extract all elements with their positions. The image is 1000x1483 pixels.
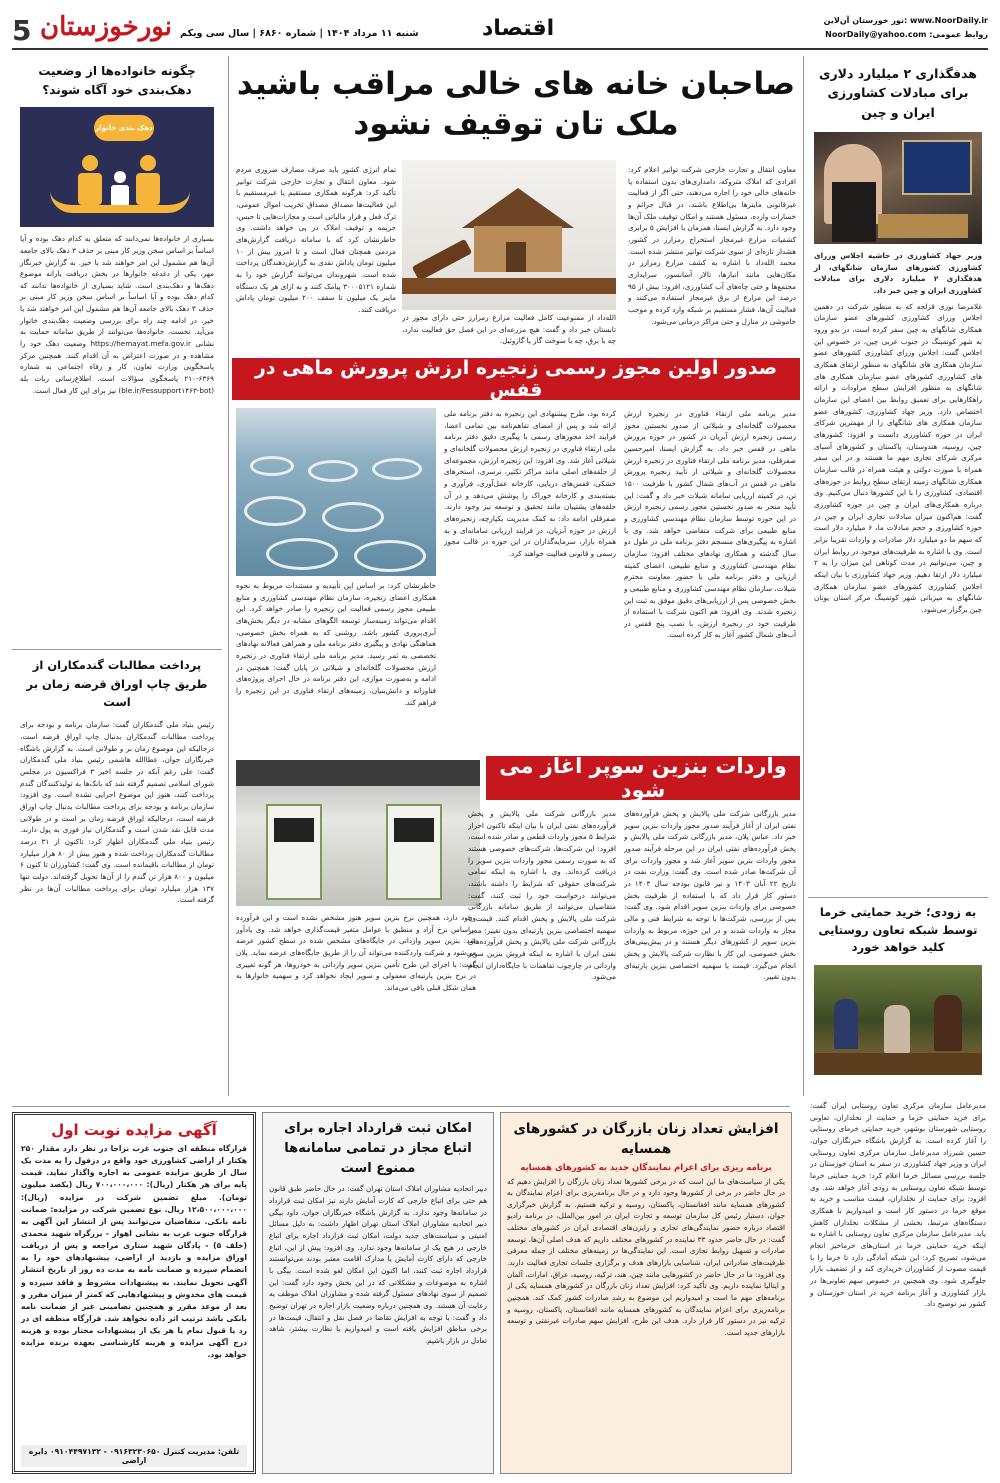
left-col-rule	[228, 56, 229, 1096]
right-column	[808, 56, 988, 1101]
gavel-house-photo	[402, 160, 616, 310]
header-rule	[12, 48, 988, 50]
lease-title: امکان ثبت قرارداد اجاره برای اتباع مجاز در تمامی سامانه‌ها ممنوع است	[284, 1121, 472, 1177]
fish-col-b: کرده بود، طرح پیشنهادی این زنجیره به دفتر برنامه ملی ارائه شد و پس از امضای تفاهم‌نامه بین تمامی اعضا، فرایند اخذ مجوزهای رسمی با پیگیری دقیق دفتر برنامه ملی ارتقاء فناوری در زنجیره ارزش محصولات گلخانه‌ای و شیلاتی آغاز شد. وی افزود: این زنجیره ارزش، مجموعه‌ای از حلقه‌های اصلی مانند مراکز تکثیر، نرسری، استخرهای خشکی، قفس‌های دریایی، کارخانه عمل‌آوری، فرآوری و بسته‌بندی و کارخانه خوراک را پوشش می‌دهد و در آن حلقه‌های پشتیبان مانند تحقیق و توسعه نیز وجود دارند. صفرقلی ادامه داد: به کمک مدیریت یکپارچه، زنجیره‌های ارزش در حوزه آبزیان، در فرایند ارزیابی سامانه‌ای و به همراه بازار، سرمایه‌گذاران در این حوزه در قالب مجوز رسمی و قانونی فعالیت خواهند کرد.	[444, 409, 616, 558]
women-traders-title: افزایش تعداد زنان بازرگان در کشورهای همسایه	[513, 1121, 779, 1158]
women-traders-box	[500, 1112, 792, 1474]
auction-ad-title: آگهی مزایده نوبت اول	[51, 1121, 217, 1139]
left-col-title: چگونه خانواده‌ها از وضعیت دهک‌بندی خود آگاه شوند؟	[38, 64, 196, 97]
auction-ad-body: قرارگاه منطقه ای جنوب غرب نزاجا در نظر دارد مقدار ۲۵۰ هکتار از اراضی کشاورزی خود واقع در دزفول را به مدت یک سال از طریق مزایده عمومی به اجاره واگذار نماید. قیمت پایه برای هر هکتار (ریال): ۷۰۰،۰۰۰،۰۰۰ ریال (یکصد میلیون تومان). مبلغ تضمین شرکت در مزایده (ریال): ۱۲،۵۰۰،۰۰۰،۰۰۰ ریال. نوع تضمین شرکت در مزایده: ضمانت نامه بانکی. متقاضیان می‌توانند پس از انتشار این آگهی به قرارگاه جنوب غرب به نشانی اهواز - بزرگراه شهید محمدی (خلف ۵) - پادگان شهید ستاری مراجعه و پس از دریافت اوراق مزایده و بازدید از اراضی، پیشنهادهای خود را به انضمام سپرده و ضمانت نامه به مدت ده روز از تاریخ انتشار آگهی تحویل نمایند. به پیشنهادات مشروط و فاقد سپرده و قیمت های مخدوش و پیشنهادهایی که کمتر از میزان مقرر و بعد از موعد مقرر و همچنین تضامینی غیر از ضمانت نامه بانکی باشد ترتیب اثر داده نخواهد شد. قرارگاه منطقه ای در رد یا قبول تمام یا هر یک از پیشنهادات مختار بوده و هزینه درج آگهی مزایده و هزینه کارشناسی بعهده برنده مزایده خواهد بود.	[21, 1144, 247, 1360]
main-col-a: معاون انتقال و تجارت خارجی شرکت توانیر اعلام کرد: افرادی که املاک متروکه، دامداری‌های بدون استفاده یا خانه‌های خالی خود را اجاره می‌دهند، حتی اگر از فعالیت غیرقانونی ماینرها بی‌اطلاع باشند، در قبال جرائم و خسارات وارده، مسئول هستند و امکان توقیف ملک آن‌ها وجود دارد. به گزارش ایسنا، همزمان با افزایش ۵ برابری کشفیات مزارع غیرمجاز استخراج رمزارز در کشور، هشدار تازه‌ای از سوی شرکت توانیر منتشر شده است. محمد الله‌داد با اشاره به کشف مزارع رمزارز در مکان‌هایی مانند انبارها، تالار آسانسور، سرایداری مجتمع‌ها و حتی چاه‌های آب کشاورزی، افزود: بیش از ۹۵ درصد این مزارع از برق غیرمجاز استفاده می‌کنند و فعالیت آن‌ها، فشار مستقیم بر شبکه وارد کرده و موجب خاموشی در منازل و حتی مراکز درمانی می‌شود.	[628, 165, 796, 326]
right-col-lead: وزیر جهاد کشاورزی در حاشیه اجلاس وزرای کشاورزی کشورهای سازمان شانگهای، از هدفگذاری ۲ میلیارد دلاری برای مبادلات کشاورزی ایران و چین خبر داد.	[814, 251, 982, 296]
site-line-1: www.NoorDaily.ir :نور خوزستان آن‌لاین	[823, 16, 988, 25]
fish-banner: صدور اولین مجوز رسمی زنجیره ارزش پرورش ماهی در قفس	[232, 358, 800, 400]
lease-body: دبیر اتحادیه مشاوران املاک استان تهران گفت: در حال حاضر طبق قانون هم حتی برای اتباع خارجی که کارت آمایش دارند نیز امکان ثبت قرارداد در سامانه‌ها وجود ندارد. به گزارش باشگاه خبرنگاران جوان، داود بیگی دبیر اتحادیه مشاوران املاک استان تهران اظهار داشت: به دلیل مسائل امنیتی و سیاست‌های جدید دولت، امکان ثبت قرارداد اجاره برای اتباع خارجی در هیچ یک از سامانه‌ها وجود ندارد. وی افزود: پیش از این، اتباع خارجی که دارای کارت آمایش یا مدارک اقامت معتبر بودند می‌توانستند قرارداد اجاره ثبت کنند، اما اکنون این امکان لغو شده است. بیگی با اشاره به موضوعات و مشکلاتی که در این بخش وجود دارد گفت: این تصمیم از سوی نهادهای مسئول گرفته شده و مشاوران املاک موظف به رعایت آن هستند. وی همچنین درباره وضعیت بازار اجاره در تهران توضیح داد و گفت: با توجه به افزایش تقاضا در فصل نقل و انتقال، قیمت‌ها در برخی مناطق افزایش یافته است و امیدواریم با نظارت بیشتر، شاهد تعادل در بازار باشیم.	[269, 1184, 487, 1345]
date-harvest-photo	[814, 965, 982, 1075]
decile-label: دهک بندی خانوار	[94, 115, 154, 141]
family-illustration	[20, 107, 214, 227]
fuel-col-a: مدیر بازرگانی شرکت ملی پالایش و پخش فرآورده‌های نفتی ایران از آغاز فرآیند صدور مجوز واردات بنزین سوپر خبر داد. عباس پلان، مدیر بازرگانی شرکت ملی پالایش و پخش فرآورده‌های نفتی ایران در این مرحله فرآیند صدور مجوز واردات بنزین سوپر آغاز شد و مجوز واردات برای آن شرکت‌ها صادر شده است. وی گفت: وزارت نفت در تاریخ ۲۲ آبان ۱۴۰۳ و نیز قانون بودجه سال ۱۴۰۴ در دستور کار قرار داد که با استفاده از ظرفیت بخش خصوصی برای واردات بنزین سوپر اقدام شود. وی گفت: پس از بررسی، شرکت‌ها با توجه به شرایط فنی و مالی مجاز به واردات شدند و در این حوزه، مربوط به واردات بنزین سوپر از کشورهای دیگر هستند و در پیش‌بینی‌های بخش خصوصی، این کار با نظارت شرکت پالایش و پخش انجام می‌گیرد. قیمت یا سهمیه اختصاصی بنزین پارتیه‌ای بدون تغییر.	[624, 809, 796, 982]
fish-col-a: مدیر برنامه ملی ارتقاء فناوری در زنجیره ارزش محصولات گلخانه‌ای و شیلاتی از صدور نخستین مجوز رسمی زنجیره ارزش آبزیان در کشور در حوزه پرورش ماهی در قفس خبر داد. به گزارش ایسنا، امیرحسین صفرقلی، مدیر برنامه ملی ارتقاء فناوری در زنجیره ارزش محصولات گلخانه‌ای و شیلاتی از تأیید زنجیره پرورش ماهی در قفس در آب‌های شمال کشور با ظرفیت ۱۵۰۰ تن، در کمیته ارزیابی سامانه شیلات خبر داد و گفت: این تأیید منجر به صدور نخستین مجوز رسمی زنجیره ارزش در این حوزه توسط سازمان نظام مهندسی کشاورزی و منابع طبیعی برای شرکت متقاضی خواهد شد. وی با اشاره به پیگیری‌های منسجم دفتر برنامه ملی در طول دو سال گذشته و همکاری نهادهای مختلف افزود: سازمان نظام مهندسی کشاورزی و منابع طبیعی، اعضای کمیته ارزیابی و دفتر برنامه ملی با حضور معاونت محترم شیلات، سازمان نظام مهندسی کشاورزی و منابع طبیعی و بخش خصوصی پس از ارزیابی‌های دقیق موفق به ثبت این زنجیره شدند. وی افزود: هم اکنون شرکت با استفاده از ظرفیت خود در زنجیره ارزش، با نصب پنج قفس در آب‌های شمال کشور آغاز به کار کرده است.	[624, 409, 796, 640]
right-col-rule	[803, 56, 804, 1096]
fish-story	[232, 404, 800, 754]
left-col-body: بسیاری از خانواده‌ها نمی‌دانند که متعلق به کدام دهک بوده و آیا اساساً بر اساس سخن وزیر کار مبنی بر حذف ۳ دهک بالای جامعه آن‌ها هم مشمول این امر خواهند شد یا خیر. به گزارش خبرنگار مهر، یکی از دغدغه خانوارها در بخش دریافت یارانه موضوع دهک‌ها و دهک‌بندی است. شاید بسیاری از خانواده‌ها ندانند که کدام دهک بوده و آیا اساساً بر اساس سخن وزیر کار مبنی بر حذف ۳ دهک بالای جامعه آن‌ها هم مشمول این امر خواهند شد یا خیر. در ادامه چند راه برای بررسی وضعیت دهک‌بندی خانوار می‌آید. نخست، خانواده‌ها می‌توانند از طریق سامانه حمایت به نشانی https://hemayat.mefa.gov.ir وضعیت دهک خود را مشاهده و در صورت اعتراض به آن اقدام کنند. همچنین مرکز پاسخگویی وزارت تعاون، کار و رفاه اجتماعی به شماره ۶۳۶۹-۲۱۰ پاسخگوی سؤالات است. اطلاع‌رسانی ربات بله (ble.ir/Fessupport۱۴۶۳-bot) نیز برای این کار فعال است.	[20, 234, 215, 395]
header	[12, 10, 988, 50]
section-title: اقتصاد	[482, 16, 555, 41]
site-line-2: روابط عمومی: NoorDaily@yahoo.com	[825, 30, 988, 39]
auction-ad-contact: تلفن: مدیریت کنترل ۰۹۱۶۳۲۳۰۶۵۰ - ۰۹۱۰۴۴۹۷۱۳۲ دایره اراضی	[21, 1445, 247, 1467]
right-col-title: هدفگذاری ۲ میلیارد دلاری برای مبادلات کشاورزی ایران و چین	[819, 66, 977, 120]
fuel-story	[232, 804, 800, 1104]
women-traders-subtitle: برنامه ریزی برای اعزام نمایندگان جدید به کشورهای همسایه	[520, 1162, 772, 1173]
main-story	[232, 56, 800, 356]
date-line: شنبه ۱۱ مرداد ۱۴۰۴ | شماره ۶۸۶۰ | سال سی ویکم	[180, 28, 419, 39]
right-col-sub-title: به زودی؛ خرید حمایتی خرما توسط شبکه تعاون روستایی کلید خواهد خورد	[808, 897, 988, 963]
main-headline-1: صاحبان خانه های خالی مراقب باشید	[236, 66, 796, 102]
fish-cages-photo	[236, 408, 436, 576]
lease-box	[262, 1112, 494, 1474]
left-col-sub-title: پرداخت مطالبات گندمکاران از طریق چاپ اوراق قرضه زمان بر است	[12, 649, 222, 717]
page-number: 5	[12, 14, 32, 47]
left-col-sub-body: رئیس بنیاد ملی گندمکاران گفت: سازمان برنامه و بودجه برای پرداخت مطالبات گندمکاران بدنبال چاپ اوراق قرضه است، درحالیکه این موضوع زمان بر و طولانی است. به گزارش باشگاه خبرنگاران جوان، عطاالله هاشمی رئیس بنیاد ملی گندمکاران گفت: علی رغم آنکه در جلسه اخیر ۳ فراکسیون در مجلس شورای اسلامی تصمیم گرفته شد که بانک‌ها به تولیدکنندگان گندم پرداخت کنند، هنوز این موضوع اجرایی نشده است. وی افزود: سازمان برنامه و بودجه برای پرداخت مطالبات بدنبال چاپ اوراق قرضه است، درحالیکه اوراق قرضه زمان بر است و در طولانی مدت قابل نقد شدن است و گندمکاران نیاز فوری به پول دارند. رئیس بنیاد ملی گندمکاران اظهار کرد: تاکنون از ۳۱ درصد مطالبات گندمکاران پرداخت شده و هنوز بیش از ۸۰ هزار میلیارد تومان از مطالبات باقیمانده است. وی گفت: کشاورزان تا کنون ۶ میلیون و ۸۰۰ هزار تن گندم را از آن‌ها تحویل گرفته‌اند. دولت تنها ۱۳۷ هزار میلیارد تومان برای پرداخت مطالبات آن‌ها در نظر گرفته است.	[20, 720, 215, 905]
fish-col-c: خاطرنشان کرد: بر اساس این تأییدیه و مستندات مربوط به نحوه همکاری اعضای زنجیره، سازمان نظام مهندسی کشاورزی و منابع طبیعی مجوز رسمی فعالیت این زنجیره را صادر خواهد کرد. این اقدام می‌تواند زمینه‌ساز توسعه الگوهای مشابه در دیگر بخش‌های آبزی‌پروری کشور باشد. روشنی که به همراه بخش خصوصی، هماهنگی نهادی و پیگیری دفتر برنامه ملی و همراهی فعالانه نهادهای تخصصی به ثمر رسید. مدیر برنامه ملی ارتقاء فناوری در زنجیره ارزش محصولات گلخانه‌ای و شیلاتی در پایان گفت: همچنین در ادامه و به‌صورت موازی، این دفتر برنامه در حال اجرای پروژه‌های فناورانه و دانش‌بنیان، زمینه‌های ارتقاء فناوری در این زنجیره را فراهم کند.	[236, 581, 436, 707]
women-traders-body: یکی از سیاست‌های ما این است که در برخی کشورها تعداد زنان بازرگان را افزایش دهیم که در حال حاضر در برخی از کشورها وجود دارد و در حال برنامه‌ریزی برای اعزام نمایندگان به کشورهای همسایه مانند افغانستان، پاکستان، روسیه و ترکیه هستیم. به گزارش خبرگزاری جوان، دستیار رئیس کل سازمان توسعه و تجارت ایران در امور بین‌الملل، در برنامه رادیو اقتصاد درباره حضور نمایندگی‌های تجاری و رایزن‌های اقتصادی ایران در کشورهای مختلف گفت: در حال حاضر حدود ۳۳ نماینده در کشورهای مختلف داریم که هدف اصلی آن‌ها، توسعه صادرات و تسهیل روابط تجاری است. این نمایندگی‌ها در زمینه‌های مختلف از جمله معرفی ظرفیت‌های صادراتی ایران، شناسایی بازارهای هدف و برگزاری جلسات تجاری فعالیت دارند. وی افزود: ما در حال حاضر در کشورهایی مانند چین، هند، ترکیه، روسیه، عراق، امارات، آلمان و ایتالیا نماینده داریم. وی تأکید کرد: افزایش تعداد زنان بازرگان در کشورهای همسایه یکی از برنامه‌های مهم ما است و امیدواریم این موضوع به رشد صادرات کشور کمک کند. همچنین برنامه‌ریزی برای اعزام نمایندگان به کشورهای همسایه مانند افغانستان، پاکستان، روسیه و ترکیه نیز در دستور کار قرار دارد. هدف این طرح، افزایش سهم صادرات غیرنفتی و توسعه بازارهای جدید است.	[507, 1176, 785, 1338]
right-col-body: غلامرضا نوری قزلجه که به منظور شرکت در دهمین اجلاس وزرای کشاورزی کشورهای عضو سازمان همکاری شانگهای به چین سفر کرده است، در بدو ورود به شهر کونمینگ در جنوب غربی چین، در خصوص این اجلاس گفت: اجلاس وزرای کشاورزی کشورهای عضو سازمان همکاری های شانگهای به منظور ارتقای همکاری های کشاورزی کشورهای عضو سازمان همکاری های شانگهای به منظور افزایش سطح مراودات و ارائه راهکارهایی برای تعمیق روابط بین اعضای این سازمان اختصاص دارد. وزیر جهاد کشاورزی، کشورهای عضو سازمان همکاری های شانگهای را از مهمترین شرکای ایران در حوزه کشاورزی دانست و افزود: کشورهای چین، روسیه، هندوستان، پاکستان و کشورهای آسیای مرکزی شرکای تجاری مهم ما هستند و در این سفر همراه با صورت دولتی و هیئت همراه در قالب سازمان همکاری شانگهای زمینه ارتقای سطح روابط در حوزه‌های اقتصادی، کشاورزی را با این کشورها دنبال می‌کنیم. وی درباره همکاری‌های ایران و چین در حوزه کشاورزی گفت: هم‌اکنون میزان مبادلات تجاری ایران و چین در حوزه کشاورزی و حجم مبادلات ما، ۶ میلیارد دلار است که سهم ما دو میلیارد دلار صادرات و واردات تقریبا برابر است. وی با اشاره به ظرفیت‌های موجود در روابط ایران و چین، می‌توانیم در مدت کوتاهی این میزان را به ۲ میلیارد دلار ارتقا دهیم. وزیر جهاد کشاورزی با بیان اینکه اجلاس کشاورزی کشورهای عضو سازمان همکاری شانگهای به میزبانی شهر کونمینگ مرکز استان یونان چین برگزار می‌شود.	[814, 301, 982, 614]
main-col-c: تمام انرژی کشور باید صرف مصارف ضروری مردم شود. معاون انتقال و تجارت خارجی شرکت توانیر تأکید کرد: هرگونه همکاری مستقیم یا غیرمستقیم با این فعالیت‌ها مصداق مصداق تخریب اموال عمومی، ترک فعل و قرار مالیاتی است و مجازات‌هایی تا حبس، جریمه و توقیف املاک در پی خواهد داشت. وی خاطرنشان کرد که با سامانه دریافت گزارش‌های مردمی همچنان فعال است و تا امروز بیش از ۱۰ میلیون تومان پاداش نقدی به گزارش‌دهندگان پرداخت شده است. شهروندان می‌توانند گزارش خود را به شماره ۳۰۰۰۵۱۲۱ پیامک کنند و به ازای هر یک دستگاه ماینر یک میلیون تا سقف ۲۰۰ میلیون تومان پاداش دریافت کنند.	[236, 165, 396, 314]
fuel-col-b: مدیر بازرگانی شرکت ملی پالایش و پخش فرآورده‌های نفتی ایران با بیان اینکه تاکنون احراز شرایط ۵ مجوز واردات قطعی و صادر شده است، افزود: این شرکت‌ها، شرکت‌های خصوصی هستند که به صورت رسمی مجوز واردات بنزین سوپر را دریافت کرده‌اند. وی با اشاره به اینکه تمامی شرکت‌های حقوقی که شرایط را داشته باشند، می‌توانند درخواست خود را ثبت کنند، گفت: متقاضیان می‌توانند از طریق سامانه بازرگانی شرکت ملی پالایش و پخش اقدام کنند. قیمت یا سهمیه اختصاصی بنزین پارتیه‌ای بدون تغییر: مدیر بازرگانی شرکت ملی پالایش و پخش فرآورده‌های نفتی ایران با اشاره به اینکه فروش بنزین سوپر وارداتی در چارچوب تفاهمات با جایگاه‌داران انجام می‌شود.	[468, 809, 616, 982]
main-col-b: الله‌داد از ممنوعیت کامل فعالیت مزارع رمزارز حتی دارای مجوز در تابستان خبر داد و گفت: هیچ مزرعه‌ای در این فصل حق فعالیت ندارد، چه با برق، چه با سوخت گاز یا گازوئیل.	[402, 313, 616, 346]
meeting-photo	[814, 132, 982, 244]
right-col-sub-body: مدیرعامل سازمان مرکزی تعاون روستایی ایران گفت: برای خرید حمایتی خرما و حمایت از نخلداران، تعاونی روستایی شهرستان بوشهر، خرید حمایتی خرمای روستایی را آغاز کرده است. به گزارش باشگاه خبرنگاران جوان، حسین شیرزاد مدیرعامل سازمان مرکزی تعاون روستایی ایران و وزیر جهاد کشاورزی در سفر به استان خوزستان در جلسه بررسی مسائل خرما اعلام کرد: خرید حمایتی خرما توسط شبکه تعاون روستایی به زودی آغاز خواهد شد. وی افزود: برای حمایت از نخلداران، قیمت مناسب و خرید به موقع خرما در دستور کار است و امیدواریم با همکاری دستگاه‌های مرتبط، بخشی از مشکلات نخلداران کاهش یابد. مدیرعامل سازمان مرکزی تعاون روستایی با اشاره به اینکه خرید حمایتی خرما در استان‌های خرماخیز انجام می‌شود، تصریح کرد: این شبکه آمادگی دارد تا خرما را با قیمت مصوب از کشاورزان خریداری کند و از تضعیف بازار جلوگیری شود. وی همچنین در خصوص سهم تعاونی‌ها در بازار کشاورزی و آغاز برنامه خرید در استان خوزستان و کشور نیز توضیح داد.	[810, 1101, 986, 1309]
main-headline-2: ملک تان توقیف نشود	[353, 106, 679, 143]
fuel-col-c: وجود دارد، همچنین نرخ بنزین سوپر هنوز مشخص نشده است و این فرآورده براساس نرخ آزاد و منطبق با عوامل متغیر قیمت‌گذاری خواهد شد. وی یادآور شد: بنزین سوپر وارداتی در جایگاه‌های مشخص شده در سطح کشور عرضه می‌شود و شرکت واردکننده می‌تواند آن را از طریق جایگاه‌های عرضه نماید. پلان گفت: با اجرای این طرح تأمین بنزین سوپر وارداتی به خودروها، هر گونه تغییری در نرخ بنزین پارتیه‌ای معمولی و سوپر ایجاد نخواهد کرد و سهمیه خانوارها به همان شکل قبلی باقی می‌ماند.	[236, 913, 476, 992]
left-column	[12, 56, 222, 1097]
brand-logo: نورخوزستان	[40, 12, 172, 42]
bottom-rule	[12, 1106, 790, 1107]
fuel-banner: واردات بنزین سوپر آغاز می شود	[486, 756, 800, 800]
auction-ad	[12, 1112, 256, 1474]
